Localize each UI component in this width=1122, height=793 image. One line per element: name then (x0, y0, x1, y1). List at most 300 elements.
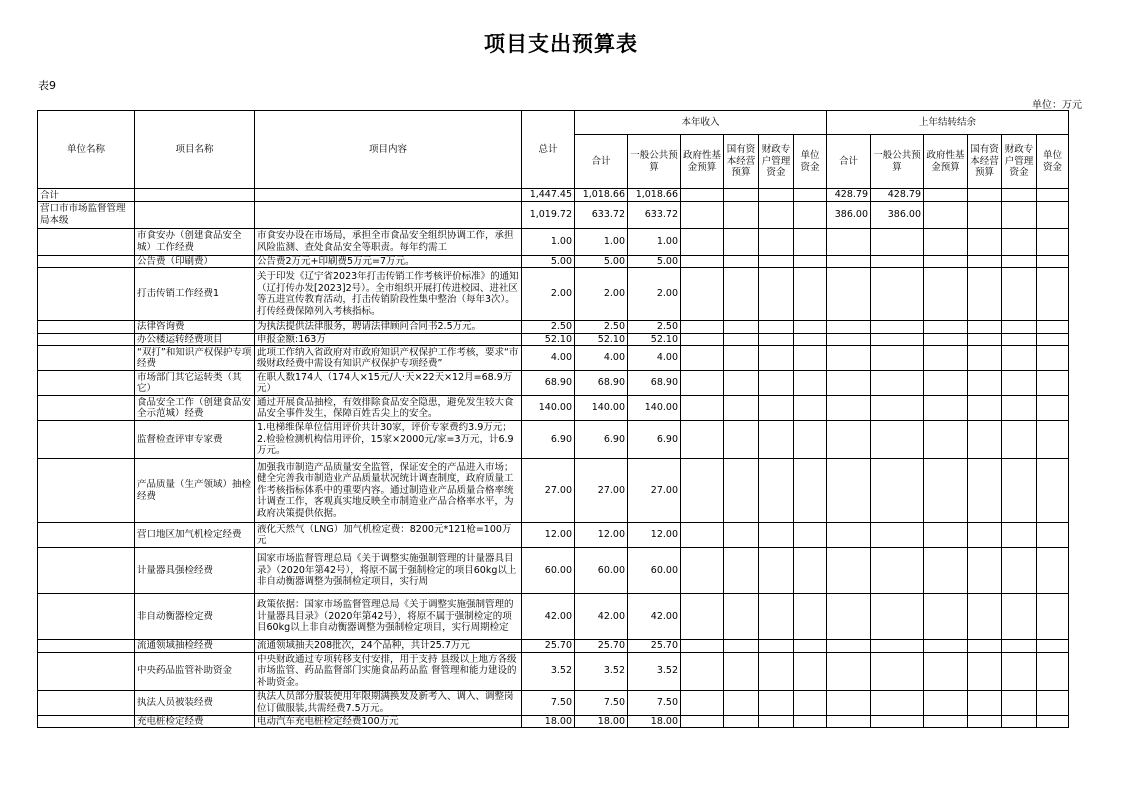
cur-unit-funds-cell (794, 594, 827, 640)
header-prev-general: 一般公共预算 (871, 135, 924, 189)
cur-unit-funds-cell (794, 396, 827, 421)
unit-name-cell (38, 201, 135, 228)
prev-total-cell (827, 690, 871, 715)
project-content-cell (255, 333, 522, 346)
table-row (38, 690, 1069, 715)
prev-general-cell (871, 640, 924, 653)
header-prev-unit-funds: 单位资金 (1037, 135, 1069, 189)
prev-general-cell (871, 594, 924, 640)
prev-unit-funds-cell (1037, 346, 1069, 371)
prev-special-account-cell (1002, 690, 1037, 715)
project-content-cell (255, 321, 522, 334)
prev-special-account-cell (1002, 189, 1037, 202)
prev-total-cell (827, 228, 871, 255)
project-name-cell (135, 346, 255, 371)
prev-state-capital-cell (968, 715, 1002, 728)
cur-special-account-cell (759, 396, 794, 421)
total-cell: 2.00 (522, 268, 575, 321)
prev-special-account-cell (1002, 715, 1037, 728)
project-content-cell (255, 548, 522, 594)
project-content-text: 在职人数174人（174人×15元/人·天×22天×12月=68.9万元） (257, 371, 513, 394)
project-name-cell (135, 459, 255, 523)
table-body (38, 189, 1069, 728)
cur-state-capital-cell (724, 715, 759, 728)
header-cur-special-account: 财政专户管理资金 (759, 135, 794, 189)
project-content-text: 国家市场监督管理总局《关于调整实施强制管理的计量器具目录》（2020年第42号），将原不属于强制检定的项目60kg以上非自动衡器调整为强制检定项目，实行周 (257, 553, 517, 588)
cur-special-account-cell (759, 268, 794, 321)
cur-fund-cell (681, 189, 724, 202)
cur-state-capital-cell (724, 189, 759, 202)
total-cell: 140.00 (522, 396, 575, 421)
cur-fund-cell (681, 346, 724, 371)
project-name-cell (135, 228, 255, 255)
project-content-cell (255, 640, 522, 653)
prev-general-cell (871, 268, 924, 321)
total-cell: 68.90 (522, 371, 575, 396)
cur-fund-cell (681, 396, 724, 421)
prev-unit-funds-cell (1037, 421, 1069, 459)
unit-name-cell (38, 371, 135, 396)
project-name-text: “双打”和知识产权保护专项经费 (137, 346, 252, 369)
unit-name-cell (38, 255, 135, 268)
prev-unit-funds-cell (1037, 548, 1069, 594)
cur-special-account-cell (759, 548, 794, 594)
prev-unit-funds-cell (1037, 371, 1069, 396)
cur-fund-cell (681, 652, 724, 690)
cur-general-cell: 60.00 (628, 548, 681, 594)
cur-fund-cell (681, 201, 724, 228)
project-name-text: 充电桩检定经费 (137, 715, 204, 727)
prev-fund-cell (924, 594, 968, 640)
header-current-income: 本年收入 (575, 111, 827, 135)
cur-special-account-cell (759, 333, 794, 346)
project-name-cell (135, 201, 255, 228)
cur-general-cell: 633.72 (628, 201, 681, 228)
cur-total-cell: 3.52 (575, 652, 628, 690)
total-cell: 7.50 (522, 690, 575, 715)
cur-general-cell: 1,018.66 (628, 189, 681, 202)
cur-unit-funds-cell (794, 690, 827, 715)
table-row (38, 652, 1069, 690)
prev-fund-cell (924, 371, 968, 396)
cur-total-cell: 2.50 (575, 321, 628, 334)
unit-name-cell (38, 459, 135, 523)
total-cell: 1.00 (522, 228, 575, 255)
prev-fund-cell (924, 459, 968, 523)
table-row (38, 421, 1069, 459)
cur-unit-funds-cell (794, 523, 827, 548)
cur-fund-cell (681, 371, 724, 396)
cur-state-capital-cell (724, 228, 759, 255)
cur-general-cell: 5.00 (628, 255, 681, 268)
total-cell: 5.00 (522, 255, 575, 268)
project-content-text: 市食安办设在市场局，承担全市食品安全组织协调工作，承担风险监测、查处食品安全等职责。每年约需工 (257, 230, 514, 253)
project-name-cell (135, 421, 255, 459)
prev-fund-cell (924, 346, 968, 371)
prev-general-cell (871, 321, 924, 334)
prev-fund-cell (924, 523, 968, 548)
prev-total-cell: 428.79 (827, 189, 871, 202)
prev-special-account-cell (1002, 346, 1037, 371)
cur-state-capital-cell (724, 640, 759, 653)
cur-special-account-cell (759, 523, 794, 548)
cur-general-cell: 12.00 (628, 523, 681, 548)
project-name-text: 公告费（印刷费） (137, 255, 214, 267)
project-content-text: 电动汽车充电桩检定经费100万元 (257, 715, 399, 727)
prev-state-capital-cell (968, 640, 1002, 653)
unit-name-cell (38, 346, 135, 371)
prev-total-cell (827, 594, 871, 640)
total-cell: 4.00 (522, 346, 575, 371)
cur-general-cell: 140.00 (628, 396, 681, 421)
cur-general-cell: 42.00 (628, 594, 681, 640)
project-name-cell (135, 255, 255, 268)
unit-name-text: 合计 (40, 189, 60, 200)
table-row (38, 396, 1069, 421)
cur-general-cell: 6.90 (628, 421, 681, 459)
table-row (38, 715, 1069, 728)
cur-state-capital-cell (724, 321, 759, 334)
prev-general-cell (871, 371, 924, 396)
prev-total-cell (827, 396, 871, 421)
prev-general-cell (871, 715, 924, 728)
cur-state-capital-cell (724, 459, 759, 523)
prev-special-account-cell (1002, 396, 1037, 421)
prev-total-cell (827, 333, 871, 346)
prev-state-capital-cell (968, 652, 1002, 690)
cur-general-cell: 4.00 (628, 346, 681, 371)
project-name-text: 产品质量（生产领域）抽检经费 (137, 479, 252, 502)
unit-name-cell (38, 396, 135, 421)
unit-label: 单位：万元 (1032, 100, 1082, 111)
unit-name-cell (38, 421, 135, 459)
cur-total-cell: 60.00 (575, 548, 628, 594)
header-unit-name: 单位名称 (38, 111, 135, 189)
cur-special-account-cell (759, 715, 794, 728)
prev-total-cell (827, 371, 871, 396)
cur-special-account-cell (759, 690, 794, 715)
prev-fund-cell (924, 652, 968, 690)
cur-state-capital-cell (724, 523, 759, 548)
project-name-text: 监督检查评审专家费 (137, 433, 223, 445)
project-content-cell (255, 255, 522, 268)
table-number: 表9 (38, 79, 56, 92)
prev-total-cell (827, 268, 871, 321)
prev-total-cell (827, 652, 871, 690)
header-prev-total: 合计 (827, 135, 871, 189)
project-content-cell (255, 690, 522, 715)
cur-general-cell: 2.50 (628, 321, 681, 334)
cur-general-cell: 52.10 (628, 333, 681, 346)
prev-special-account-cell (1002, 548, 1037, 594)
prev-fund-cell (924, 268, 968, 321)
cur-total-cell: 68.90 (575, 371, 628, 396)
unit-name-text: 营口市市场监督管理局本级 (40, 203, 126, 226)
table-row (38, 321, 1069, 334)
project-name-text: 执法人员被装经费 (137, 696, 214, 708)
header-cur-fund: 政府性基金预算 (681, 135, 724, 189)
cur-unit-funds-cell (794, 421, 827, 459)
cur-special-account-cell (759, 594, 794, 640)
cur-unit-funds-cell (794, 268, 827, 321)
project-content-cell (255, 715, 522, 728)
unit-name-cell (38, 523, 135, 548)
project-name-cell (135, 715, 255, 728)
cur-special-account-cell (759, 255, 794, 268)
cur-special-account-cell (759, 201, 794, 228)
unit-name-cell (38, 189, 135, 202)
cur-unit-funds-cell (794, 640, 827, 653)
cur-state-capital-cell (724, 201, 759, 228)
cur-total-cell: 140.00 (575, 396, 628, 421)
prev-fund-cell (924, 321, 968, 334)
prev-unit-funds-cell (1037, 255, 1069, 268)
project-content-text: 中央财政通过专项转移支付安排，用于支持 县级以上地方各级市场监管、药品监督部门实施食品药品监 督管理和能力建设的补助资金。 (257, 653, 517, 688)
cur-state-capital-cell (724, 333, 759, 346)
project-content-cell (255, 652, 522, 690)
prev-special-account-cell (1002, 333, 1037, 346)
total-cell: 18.00 (522, 715, 575, 728)
prev-general-cell (871, 255, 924, 268)
prev-unit-funds-cell (1037, 690, 1069, 715)
prev-unit-funds-cell (1037, 333, 1069, 346)
prev-general-cell: 428.79 (871, 189, 924, 202)
project-name-text: 法律咨询费 (137, 321, 185, 333)
cur-state-capital-cell (724, 255, 759, 268)
cur-unit-funds-cell (794, 715, 827, 728)
header-cur-general: 一般公共预算 (628, 135, 681, 189)
prev-state-capital-cell (968, 459, 1002, 523)
prev-unit-funds-cell (1037, 594, 1069, 640)
project-name-text: 非自动衡器检定费 (137, 610, 214, 622)
unit-name-cell (38, 690, 135, 715)
cur-state-capital-cell (724, 548, 759, 594)
cur-fund-cell (681, 715, 724, 728)
cur-total-cell: 25.70 (575, 640, 628, 653)
project-name-cell (135, 333, 255, 346)
prev-general-cell (871, 421, 924, 459)
project-name-text: 市场部门其它运转类（其它） (137, 371, 242, 394)
prev-fund-cell (924, 333, 968, 346)
project-name-cell (135, 594, 255, 640)
prev-special-account-cell (1002, 421, 1037, 459)
prev-general-cell (871, 459, 924, 523)
table-row (38, 268, 1069, 321)
prev-unit-funds-cell (1037, 228, 1069, 255)
prev-general-cell (871, 690, 924, 715)
prev-special-account-cell (1002, 371, 1037, 396)
prev-state-capital-cell (968, 690, 1002, 715)
header-total: 总计 (522, 111, 575, 189)
prev-total-cell (827, 421, 871, 459)
prev-state-capital-cell (968, 421, 1002, 459)
prev-special-account-cell (1002, 459, 1037, 523)
project-name-cell (135, 690, 255, 715)
prev-unit-funds-cell (1037, 201, 1069, 228)
cur-unit-funds-cell (794, 333, 827, 346)
table-row (38, 640, 1069, 653)
cur-fund-cell (681, 640, 724, 653)
total-cell: 6.90 (522, 421, 575, 459)
table-row (38, 189, 1069, 202)
prev-special-account-cell (1002, 523, 1037, 548)
prev-state-capital-cell (968, 371, 1002, 396)
project-name-cell (135, 548, 255, 594)
prev-general-cell (871, 523, 924, 548)
prev-state-capital-cell (968, 548, 1002, 594)
project-name-cell (135, 523, 255, 548)
prev-state-capital-cell (968, 333, 1002, 346)
unit-name-cell (38, 594, 135, 640)
project-name-cell (135, 652, 255, 690)
cur-unit-funds-cell (794, 189, 827, 202)
prev-unit-funds-cell (1037, 396, 1069, 421)
cur-state-capital-cell (724, 346, 759, 371)
cur-state-capital-cell (724, 594, 759, 640)
cur-fund-cell (681, 321, 724, 334)
unit-name-cell (38, 333, 135, 346)
prev-unit-funds-cell (1037, 321, 1069, 334)
table-row (38, 371, 1069, 396)
prev-unit-funds-cell (1037, 189, 1069, 202)
project-name-text: 食品安全工作（创建食品安全示范城）经费 (137, 396, 252, 419)
project-content-text: 执法人员部分服装使用年限期满换发及新考入、调入、调整岗位订做服装,共需经费7.5万元。 (257, 691, 514, 714)
header-cur-state-capital: 国有资本经营预算 (724, 135, 759, 189)
cur-total-cell: 18.00 (575, 715, 628, 728)
prev-fund-cell (924, 690, 968, 715)
cur-general-cell: 25.70 (628, 640, 681, 653)
cur-general-cell: 2.00 (628, 268, 681, 321)
prev-total-cell (827, 523, 871, 548)
prev-fund-cell (924, 396, 968, 421)
prev-total-cell (827, 321, 871, 334)
cur-fund-cell (681, 594, 724, 640)
project-content-cell (255, 459, 522, 523)
project-content-cell (255, 371, 522, 396)
total-cell: 3.52 (522, 652, 575, 690)
prev-general-cell (871, 346, 924, 371)
project-name-text: 办公楼运转经费项目 (137, 333, 223, 345)
cur-fund-cell (681, 421, 724, 459)
prev-fund-cell (924, 640, 968, 653)
prev-special-account-cell (1002, 640, 1037, 653)
prev-total-cell (827, 459, 871, 523)
prev-total-cell (827, 640, 871, 653)
header-cur-unit-funds: 单位资金 (794, 135, 827, 189)
header-cur-total: 合计 (575, 135, 628, 189)
project-name-cell (135, 321, 255, 334)
cur-special-account-cell (759, 652, 794, 690)
project-name-text: 市食安办（创建食品安全城）工作经费 (137, 230, 242, 253)
prev-special-account-cell (1002, 652, 1037, 690)
prev-fund-cell (924, 189, 968, 202)
prev-fund-cell (924, 715, 968, 728)
cur-total-cell: 1,018.66 (575, 189, 628, 202)
unit-name-cell (38, 228, 135, 255)
cur-special-account-cell (759, 371, 794, 396)
project-content-text: 关于印发《辽宁省2023年打击传销工作考核评价标准》的通知（辽打传办发[2023]2号）。全市组织开展打传进校园、进社区等五进宣传教育活动，打击传销阶段性集中整治（每年3次）。打传经费保障列入考核指标。 (257, 271, 519, 317)
project-content-text: 加强我市制造产品质量安全监管，保证安全的产品进入市场；健全完善我市制造业产品质量状况统计调查制度，政府质量工作考核指标体系中的重要内容。通过制造业产品质量合格率统计调查工作，客观真实地反映全市制造业产品合格率水平，为政府决策提供依据。 (257, 461, 514, 519)
table-row (38, 594, 1069, 640)
prev-special-account-cell (1002, 268, 1037, 321)
cur-unit-funds-cell (794, 321, 827, 334)
prev-state-capital-cell (968, 268, 1002, 321)
project-name-text: 营口地区加气机检定经费 (137, 529, 242, 541)
project-name-text: 流通领域抽检经费 (137, 640, 214, 652)
cur-unit-funds-cell (794, 548, 827, 594)
unit-name-cell (38, 268, 135, 321)
cur-special-account-cell (759, 640, 794, 653)
total-cell: 52.10 (522, 333, 575, 346)
cur-special-account-cell (759, 459, 794, 523)
budget-table (37, 110, 1069, 728)
cur-general-cell: 18.00 (628, 715, 681, 728)
project-name-cell (135, 371, 255, 396)
cur-total-cell: 2.00 (575, 268, 628, 321)
project-content-text: 公告费2万元+印刷费5万元=7万元。 (257, 255, 415, 267)
prev-fund-cell (924, 255, 968, 268)
total-cell: 1,019.72 (522, 201, 575, 228)
project-content-text: 液化天然气（LNG）加气机检定费：8200元*121枪=100万元 (257, 523, 512, 546)
prev-total-cell (827, 346, 871, 371)
cur-fund-cell (681, 333, 724, 346)
project-content-cell (255, 268, 522, 321)
header-prev-special-account: 财政专户管理资金 (1002, 135, 1037, 189)
prev-unit-funds-cell (1037, 523, 1069, 548)
cur-fund-cell (681, 268, 724, 321)
prev-state-capital-cell (968, 189, 1002, 202)
prev-special-account-cell (1002, 594, 1037, 640)
cur-unit-funds-cell (794, 201, 827, 228)
cur-general-cell: 1.00 (628, 228, 681, 255)
project-name-text: 打击传销工作经费1 (137, 288, 220, 300)
prev-state-capital-cell (968, 396, 1002, 421)
cur-total-cell: 52.10 (575, 333, 628, 346)
cur-fund-cell (681, 255, 724, 268)
prev-state-capital-cell (968, 523, 1002, 548)
header-carryover: 上年结转结余 (827, 111, 1069, 135)
cur-unit-funds-cell (794, 346, 827, 371)
cur-state-capital-cell (724, 652, 759, 690)
cur-total-cell: 1.00 (575, 228, 628, 255)
prev-state-capital-cell (968, 228, 1002, 255)
project-name-cell (135, 189, 255, 202)
table-header (38, 111, 1069, 189)
prev-general-cell (871, 333, 924, 346)
project-content-cell (255, 201, 522, 228)
header-project-content: 项目内容 (255, 111, 522, 189)
cur-total-cell: 42.00 (575, 594, 628, 640)
cur-fund-cell (681, 523, 724, 548)
cur-total-cell: 7.50 (575, 690, 628, 715)
prev-state-capital-cell (968, 346, 1002, 371)
page-title: 项目支出预算表 (484, 32, 638, 56)
cur-fund-cell (681, 690, 724, 715)
prev-special-account-cell (1002, 228, 1037, 255)
prev-total-cell (827, 715, 871, 728)
cur-fund-cell (681, 459, 724, 523)
prev-special-account-cell (1002, 255, 1037, 268)
total-cell: 27.00 (522, 459, 575, 523)
prev-general-cell: 386.00 (871, 201, 924, 228)
unit-name-cell (38, 321, 135, 334)
project-content-text: 1.电梯维保单位信用评价共计30家，评价专家费约3.9万元；2.检验检测机构信用评价，15家×2000元/家=3万元，计6.9万元。 (257, 422, 514, 457)
cur-general-cell: 68.90 (628, 371, 681, 396)
unit-name-cell (38, 652, 135, 690)
cur-special-account-cell (759, 346, 794, 371)
project-name-cell (135, 640, 255, 653)
cur-state-capital-cell (724, 268, 759, 321)
